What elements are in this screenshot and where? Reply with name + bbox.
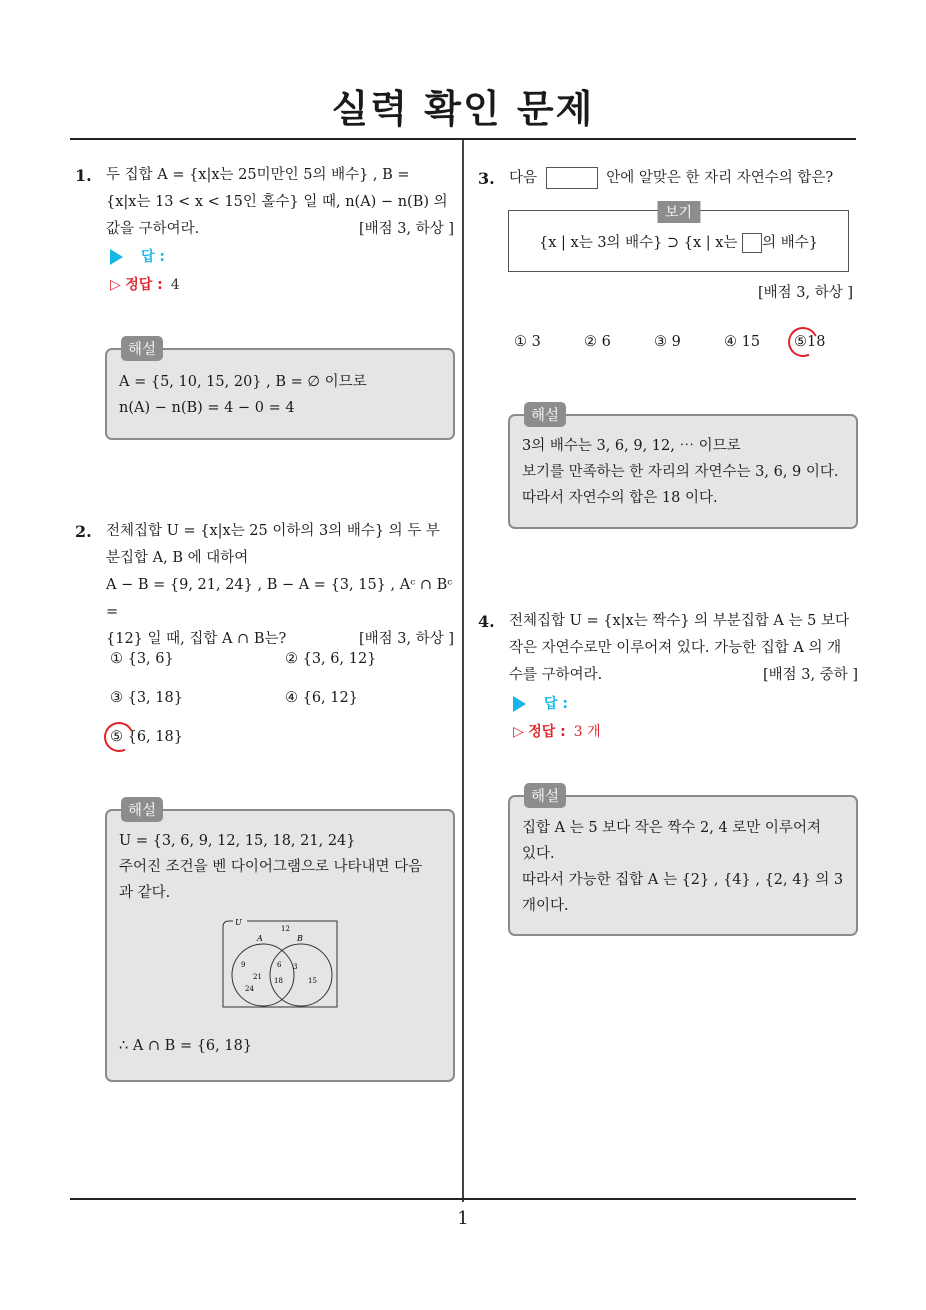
question-1-solution [105,342,455,440]
question-2-solution [105,803,455,1082]
correct-label: 정답 : [125,277,163,293]
question-2-number: 2. [75,522,92,541]
solution-line: U = {3, 6, 9, 12, 15, 18, 21, 24} [119,833,356,849]
question-3-text-a: 다음 [509,170,538,186]
example-text-b: 의 배수} [762,235,818,251]
question-4-line: 수를 구하여라. [509,667,603,683]
question-4-line: 작은 자연수로만 이루어져 있다. 가능한 집합 A 의 개 [509,640,842,656]
option-5[interactable] [110,729,183,745]
small-blank-box [742,233,762,253]
option-2[interactable]: ② {3, 6, 12} [285,651,377,667]
answer-label: 답 : [544,696,568,712]
option-2[interactable]: ② 6 [584,334,611,350]
question-1-number: 1. [75,166,92,185]
question-4-text [509,608,858,689]
page-number: 1 [457,1208,469,1229]
question-4-line: 전체집합 U = {x|x는 짝수} 의 부분집합 A 는 5 보다 [509,613,849,629]
correct-label: 정답 : [528,724,566,740]
solution-tag: 해설 [524,402,566,427]
question-4-correct [513,721,601,741]
option-5[interactable] [794,334,825,350]
option-5-value: 18 [807,334,826,350]
venn-value: 9 [241,961,246,969]
page-title: 실력 확인 문제 [331,87,595,131]
option-5-value: {6, 18} [127,729,183,745]
outline-triangle-icon: ▷ [110,277,121,293]
question-3-text-b: 안에 알맞은 한 자리 자연수의 합은? [606,170,834,186]
example-box [508,205,849,272]
option-5-circled [794,334,807,350]
option-5-mark: ⑤ [794,334,807,350]
option-5-circled [110,729,123,745]
solution-line: 3의 배수는 3, 6, 9, 12, ⋯ 이므로 [522,438,741,454]
solution-line: 과 같다. [119,885,171,901]
question-1-text [106,162,454,243]
option-4[interactable]: ④ {6, 12} [285,690,358,706]
red-circle-mark-icon [784,323,822,361]
question-1-score: [배점 3, 하상 ] [358,221,454,237]
question-4-answer-row[interactable] [513,693,568,713]
question-1-line: 값을 구하여라. [106,221,200,237]
option-5-mark: ⑤ [110,729,123,745]
bottom-rule [70,1198,856,1200]
question-1-line: 두 집합 A = {x|x는 25미만인 5의 배수} , B = [106,167,410,183]
answer-blank-box [546,167,598,189]
option-1[interactable]: ① 3 [514,334,541,350]
example-box-tag: 보기 [657,201,700,223]
correct-value: 4 [170,277,180,293]
venn-value: 6 [277,961,282,969]
venn-value: 18 [274,977,283,985]
option-3[interactable]: ③ {3, 18} [110,690,183,706]
outline-triangle-icon: ▷ [513,724,524,740]
question-3-text [509,165,833,192]
question-1-answer-row[interactable] [110,246,165,266]
venn-circle-b [270,944,332,1006]
solution-line: 집합 A 는 5 보다 작은 짝수 2, 4 로만 이루어져 [522,820,821,836]
solution-tag: 해설 [121,797,163,822]
red-circle-mark-icon [100,718,138,756]
question-4-number: 4. [478,612,495,631]
question-2-line: {12} 일 때, 집합 A ∩ B는? [106,631,287,647]
option-1[interactable]: ① {3, 6} [110,651,174,667]
question-4-line [509,662,858,689]
venn-value: 12 [281,925,290,933]
venn-value: 3 [293,963,298,971]
question-2-line: A − B = {9, 21, 24} , B − A = {3, 15} , Aᶜ ∩ Bᶜ = [106,577,453,620]
solution-tag: 해설 [121,336,163,361]
question-3-solution [508,408,858,529]
solution-line: n(A) − n(B) = 4 − 0 = 4 [119,400,295,416]
question-2-text [106,518,454,653]
solution-line: 있다. [522,846,555,862]
venn-value: 15 [308,977,317,985]
solution-line: A = {5, 10, 15, 20} , B = ∅ 이므로 [119,374,367,390]
solution-tag: 해설 [524,783,566,808]
solution-line: ∴ A ∩ B = {6, 18} [119,1038,253,1054]
solution-line: 보기를 만족하는 한 자리의 자연수는 3, 6, 9 이다. [522,464,839,480]
example-text-a: {x | x는 3의 배수} ⊃ {x | x는 [539,235,738,251]
venn-label-u: U [235,919,242,927]
question-2-line: 분집합 A, B 에 대하여 [106,550,249,566]
play-arrow-icon [110,249,123,265]
solution-line: 따라서 자연수의 합은 18 이다. [522,490,718,506]
answer-label: 답 : [141,249,165,265]
example-box-content [509,231,848,253]
play-arrow-icon [513,696,526,712]
venn-circle-a [232,944,294,1006]
question-1-line: {x|x는 13 < x < 15인 홀수} 일 때, n(A) − n(B) 의 [106,194,448,210]
question-4-score: [배점 3, 중하 ] [762,667,858,683]
solution-line: 따라서 가능한 집합 A 는 {2} , {4} , {2, 4} 의 3 [522,872,844,888]
option-3[interactable]: ③ 9 [654,334,681,350]
question-1-correct [110,274,180,294]
venn-value: 24 [245,985,254,993]
correct-value: 3 개 [573,724,601,740]
venn-label-a: A [257,934,263,943]
question-2-line [106,626,454,653]
solution-line: 개이다. [522,898,569,914]
question-1-line [106,216,454,243]
question-3-score: [배점 3, 하상 ] [757,285,853,301]
option-4[interactable]: ④ 15 [724,334,761,350]
question-4-solution [508,789,858,936]
venn-diagram [219,919,343,1015]
column-divider [462,140,464,1202]
solution-line: 주어진 조건을 벤 다이어그램으로 나타내면 다음 [119,859,423,875]
venn-value: 21 [253,973,262,981]
question-3-number: 3. [478,169,495,188]
venn-label-b: B [297,934,303,943]
question-2-score: [배점 3, 하상 ] [358,631,454,647]
question-2-line: 전체집합 U = {x|x는 25 이하의 3의 배수} 의 두 부 [106,523,440,539]
